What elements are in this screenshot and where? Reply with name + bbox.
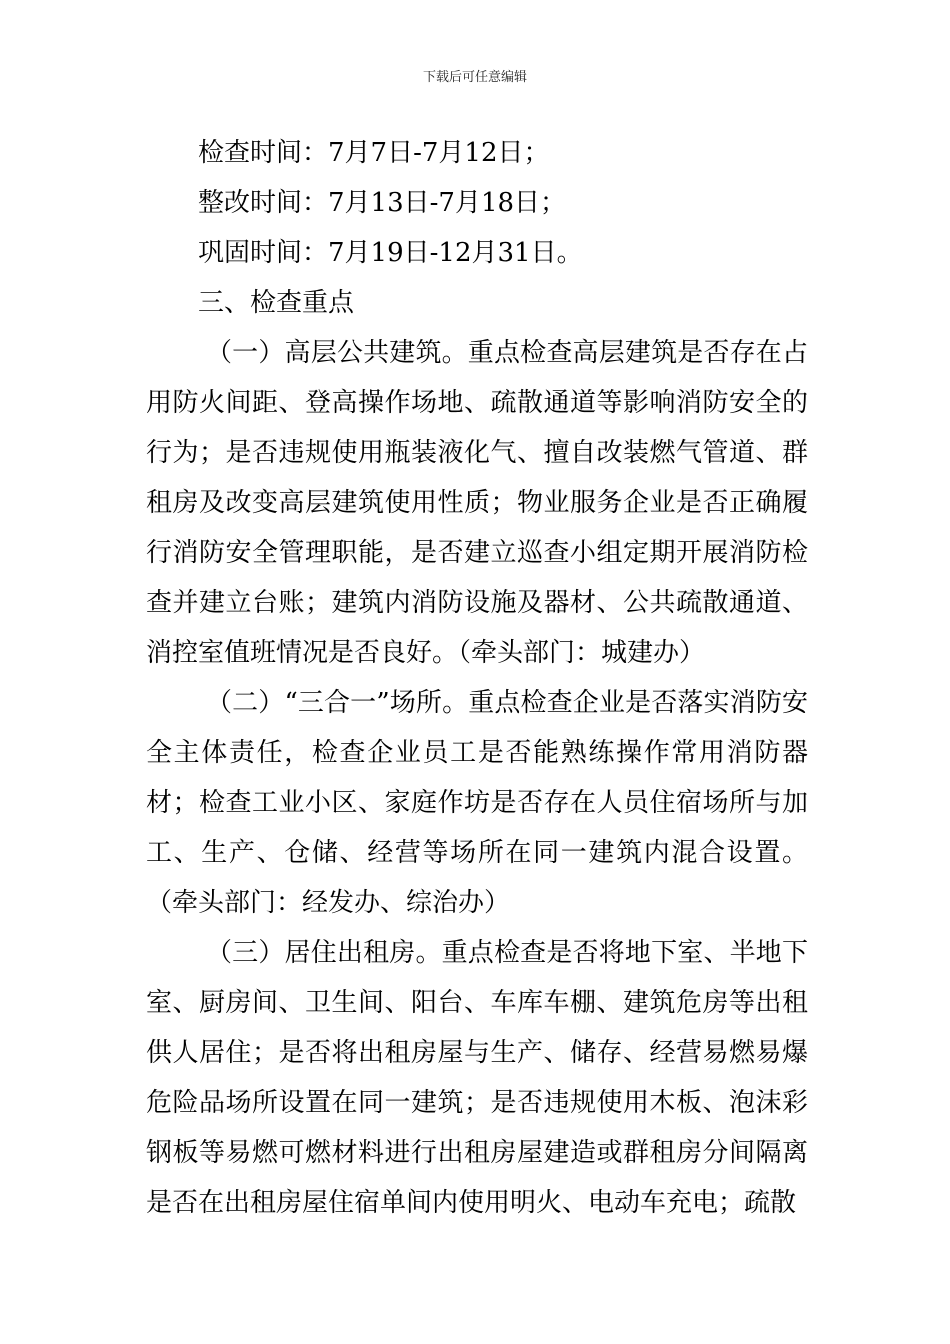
document-body <box>146 128 808 1228</box>
paragraph-three-in-one: （二）“三合一”场所。重点检查企业是否落实消防安全主体责任，检查企业员工是否能熟练操作常用消防器材；检查工业小区、家庭作坊是否存在人员住宿场所与加工、生产、仓储、经营等场所在同一建筑内混合设置。（牵头部门：经发办、综治办） <box>146 688 808 918</box>
paragraph-rental-housing: （三）居住出租房。重点检查是否将地下室、半地下室、厨房间、卫生间、阳台、车库车棚、建筑危房等出租供人居住；是否将出租房屋与生产、储存、经营易燃易爆危险品场所设置在同一建筑；是否违规使用木板、泡沫彩钢板等易燃可燃材料进行出租房屋建造或群租房分间隔离是否在出租房屋住宿单间内使用明火、电动车充电；疏散 <box>146 938 808 1218</box>
schedule-consolidate-time: 巩固时间：7月19日-12月31日。 <box>198 238 583 268</box>
section-title: 三、检查重点 <box>198 288 355 318</box>
schedule-check-time: 检查时间：7月7日-7月12日； <box>198 138 550 168</box>
paragraph-high-rise: （一）高层公共建筑。重点检查高层建筑是否存在占用防火间距、登高操作场地、疏散通道等影响消防安全的行为；是否违规使用瓶装液化气、擅自改装燃气管道、群租房及改变高层建筑使用性质；物业服务企业是否正确履行消防安全管理职能，是否建立巡查小组定期开展消防检查并建立台账；建筑内消防设施及器材、公共疏散通道、消控室值班情况是否良好。（牵头部门：城建办） <box>146 338 808 668</box>
page-header: 下载后可任意编辑 <box>422 70 527 85</box>
schedule-rectify-time: 整改时间：7月13日-7月18日； <box>198 188 567 218</box>
